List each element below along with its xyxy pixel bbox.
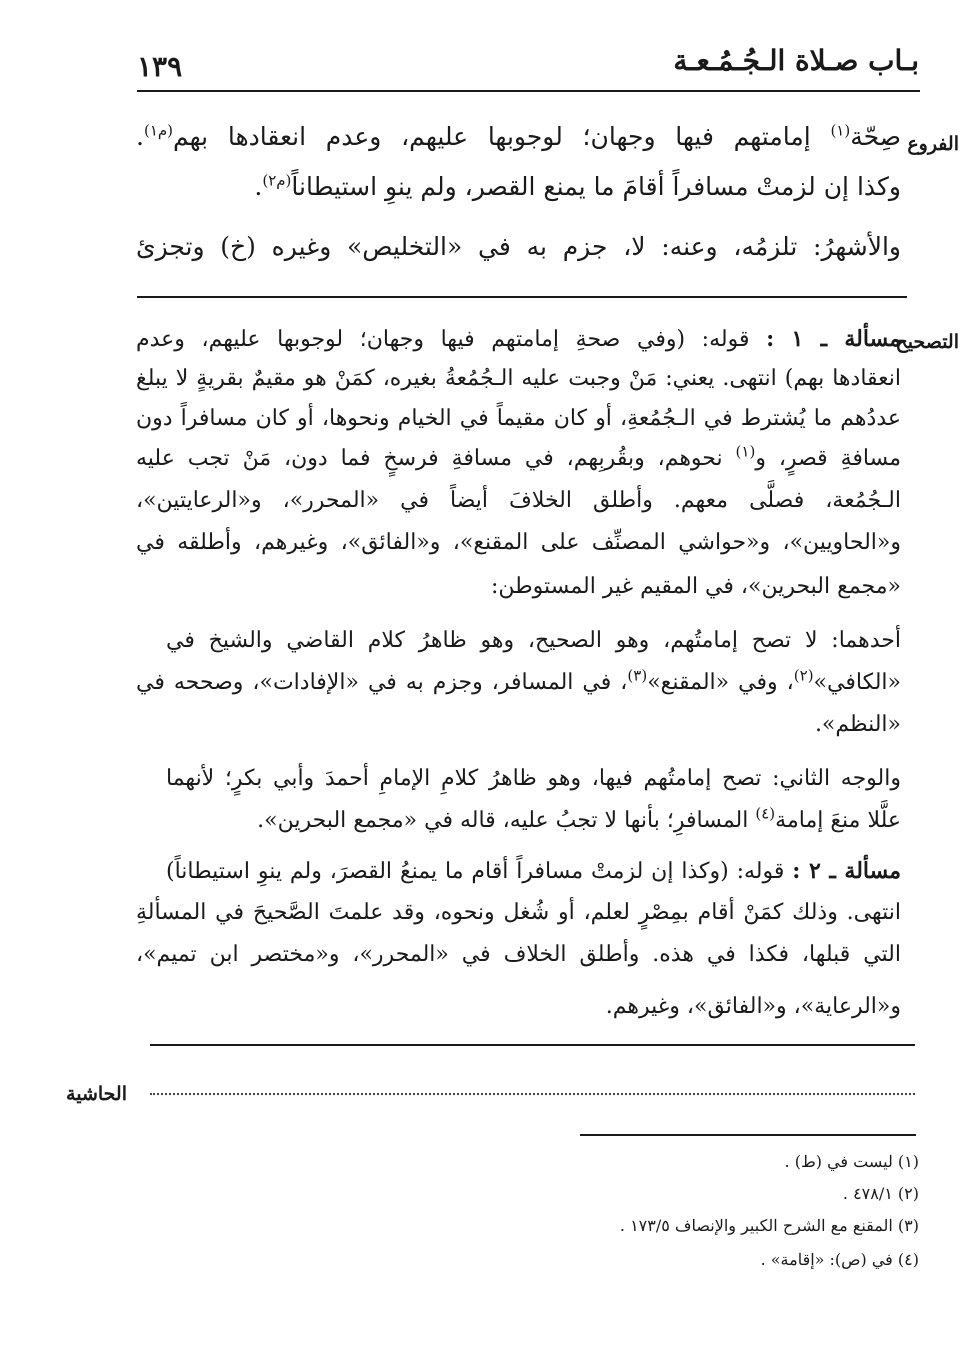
commentary-line: التي قبلها، فكذا في هذه. وأطلق الخلاف في «المحرر»، و«مختصر ابن تميم»، [136,942,901,967]
commentary-line: و«الرعاية»، و«الفائق»، وغيرهم. [605,994,901,1019]
footnote-ref: (٢) [793,666,814,685]
commentary-line: «النظم». [814,712,901,737]
masala-1-label: مسألة ـ ١ : [766,326,901,352]
page-number: ١٣٩ [137,50,183,83]
commentary-span: قوله: (وفي صحةِ إمامتهم فيها وجهان؛ لوجوبها عليهم، وعدم [136,327,767,352]
main-text-span: وكذا إن لزمتْ مسافراً أقامَ ما يمنع القصر، ولم ينوِ استيطاناً [291,172,901,201]
commentary-line: و«الحاويين»، و«حواشي المصنِّف على المقنع»، و«الفائق»، وغيرهم، وأطلقه في [136,530,901,555]
commentary-span: نحوهم، وبقُربِهم، في مسافةِ فرسخٍ فما دون، مَنْ تجب عليه [136,446,736,471]
mas-ala-ref: (م٢) [262,171,292,190]
side-label-hashiya: الحاشية [66,1083,127,1105]
commentary-span: ، وفي «المقنع» [647,670,794,695]
commentary-span: المسافرِ؛ بأنها لا تجبُ عليه، قاله في «مجمع البحرين». [257,808,756,833]
commentary-line: والوجه الثاني: تصح إمامتُهم فيها، وهو ظاهرُ كلامِ الإمامِ أحمدَ وأبي بكرٍ؛ لأنهما [166,766,901,791]
commentary-span: علَّلا منعَ إمامة [775,808,901,833]
side-label-furu: الفروع [907,133,959,155]
commentary-line [136,442,901,471]
main-text-line-2 [254,172,901,201]
mas-ala-ref: (م١) [143,121,174,140]
commentary-line: الـجُمُعة، فصلَّى معهم. وأطلق الخلافَ أيضاً في «المحرر»، و«الرعايتين»، [136,488,901,513]
main-divider [137,296,907,298]
main-text-span: . [254,172,263,201]
commentary-line [136,326,901,352]
footnote-ref: (٣) [627,666,648,685]
commentary-span: مسافةِ قصرٍ، و [755,446,901,471]
footnote-ref: (١) [830,121,851,140]
footnote-ref: (٤) [755,804,776,823]
header-rule [137,90,920,92]
main-text-span: إمامتهم فيها وجهان؛ لوجوبها عليهم، وعدم انعقادها بهم [173,122,831,151]
main-text-span: . [136,122,144,151]
commentary-line: عددُهم ما يُشترط في الـجُمُعةِ، أو كان مقيماً في الخيام ونحوها، أو كان مسافراً دون [136,406,901,431]
commentary-line [257,804,901,833]
commentary-line: «مجمع البحرين»، في المقيم غير المستوطن: [491,574,901,599]
commentary-divider [150,1044,915,1046]
chapter-title: بـاب صـلاة الـجُـمُـعـة [673,44,919,77]
commentary-line [136,666,901,695]
commentary-span: ، في المسافر، وجزم به في «الإفادات»، وصححه في [136,670,628,695]
main-word: صِحّة [850,122,901,151]
hashiya-dotted-line [150,1093,915,1095]
masala-2-label: مسألة ـ ٢ : [792,858,902,884]
footnote-4: (٤) في (ص): «إقامة» . [760,1250,919,1269]
footnote-1: (١) ليست في (ط) . [784,1152,919,1171]
side-label-tashih: التصحيح [895,331,959,353]
footnote-rule [580,1134,916,1136]
footnote-ref: (١) [735,442,756,461]
commentary-line [166,858,901,884]
footnote-2: (٢) ٤٧٨/١ . [842,1184,919,1203]
commentary-line: أحدهما: لا تصح إمامتُهم، وهو الصحيح، وهو ظاهرُ كلام القاضي والشيخ في [166,628,901,653]
footnote-3: (٣) المقنع مع الشرح الكبير والإنصاف ١٧٣/٥ . [619,1216,919,1235]
commentary-span: «الكافي» [813,670,901,695]
commentary-line: انعقادها بهم) انتهى. يعني: مَنْ وجبت عليه الـجُمُعةُ بغيره، كمَنْ هو مقيمٌ بقريةٍ لا يبلغ [136,366,901,391]
main-text-line-3: والأشهرُ: تلزمُه، وعنه: لا، جزم به في «التخليص» وغيره (خ) وتجزئ [136,232,901,261]
main-text-line-1 [136,122,901,151]
commentary-line: انتهى. وذلك كمَنْ أقام بمِصْرٍ لعلم، أو شُغل ونحوه، وقد علمتَ الصَّحيحَ في المسألةِ [136,900,901,925]
commentary-span: قوله: (وكذا إن لزمتْ مسافراً أقام ما يمنعُ القصرَ، ولم ينوِ استيطاناً) [166,859,793,884]
